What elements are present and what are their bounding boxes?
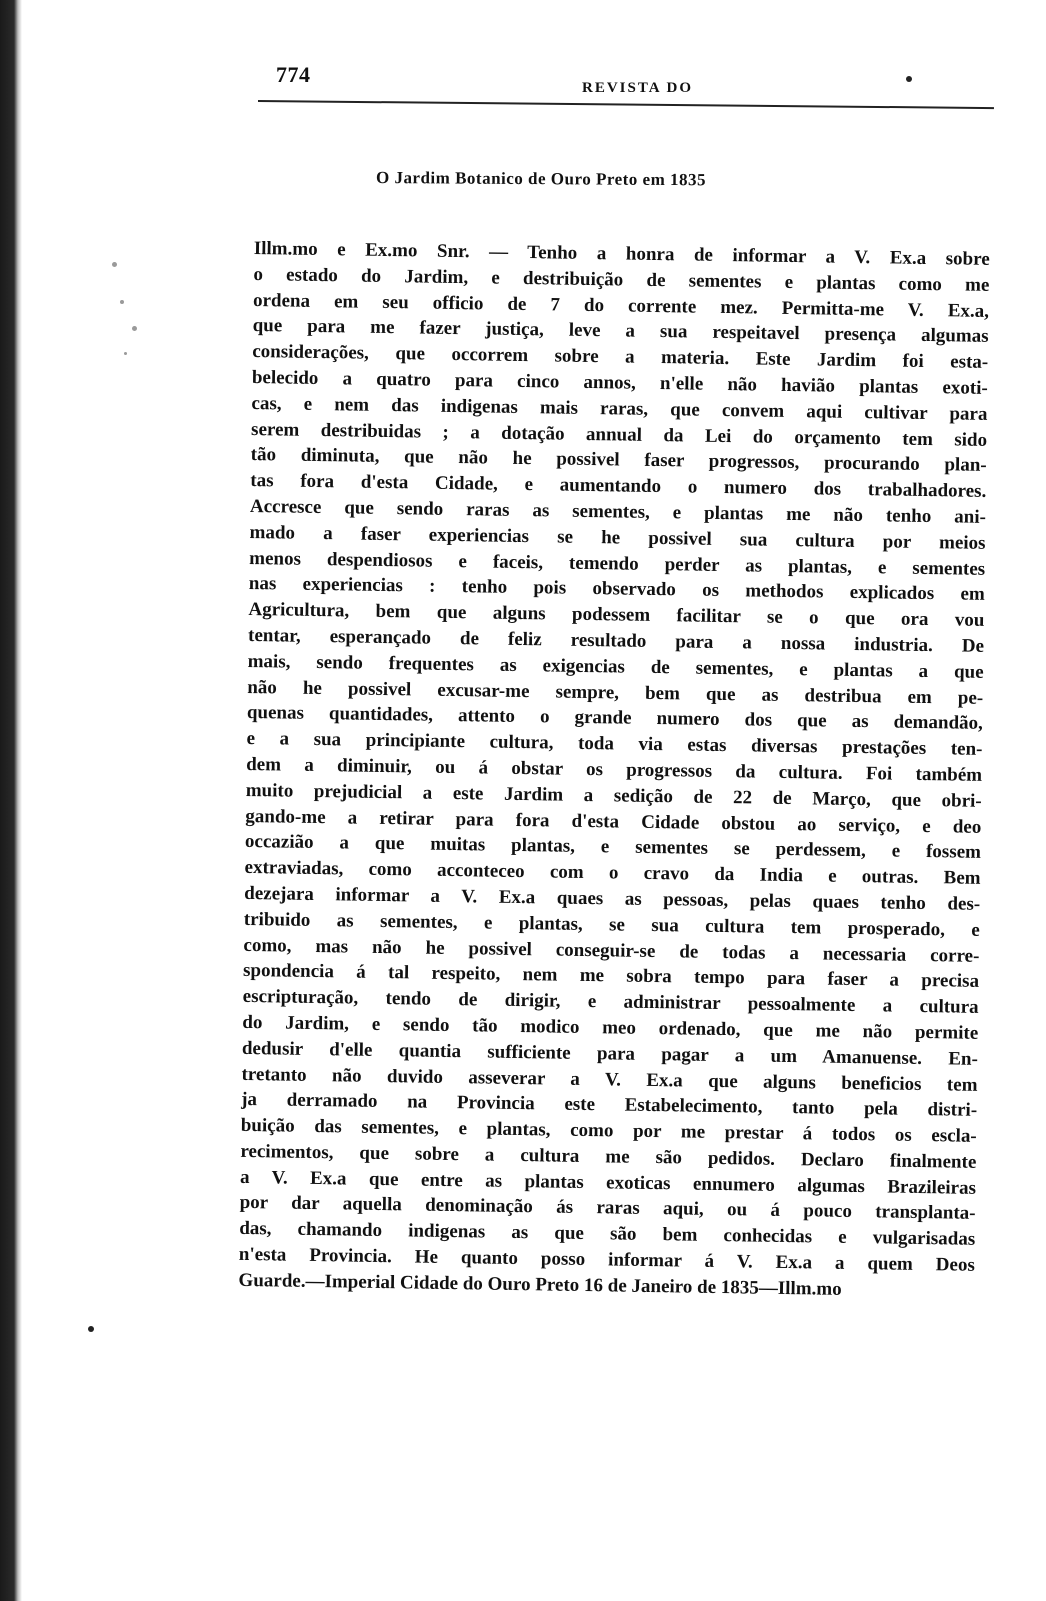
body-line: tentar, esperançado de feliz resultado para a nossa industria. De xyxy=(247,624,985,657)
margin-dot xyxy=(88,1326,94,1332)
body-line: dezejara informar a V. Ex.a quaes as pessoas, pelas quaes tenho des- xyxy=(244,882,981,915)
body-line: ordena em seu officio de 7 do corrente mez. Permitta-me V. Ex.a, xyxy=(252,289,990,322)
body-line: por dar aquella denominação ás raras aqui, ou á pouco transplanta- xyxy=(239,1192,976,1225)
header-rule xyxy=(258,100,994,109)
body-line: spondencia á tal respeito, nem me sobra tempo para faser a precisa xyxy=(242,960,980,993)
body-line: extraviadas, como acconteceo com o cravo da India e outras. Bem xyxy=(244,857,981,889)
body-line: do Jardim, e sendo tão modico meo ordenado, que me não permite xyxy=(242,1011,979,1044)
scan-speck xyxy=(112,262,117,267)
body-line: que para me fazer justiça, leve a sua respeitavel presença algumas xyxy=(252,315,989,348)
body-line: mado a faser experiencias se he possivel sua cultura por meios xyxy=(249,521,986,554)
body-line: gando-me a retirar para fora d'esta Cidade obstou ao serviço, e deo xyxy=(245,805,982,838)
body-line: tretanto não duvido asseverar a V. Ex.a que alguns beneficios tem xyxy=(241,1063,978,1096)
scan-speck xyxy=(132,326,137,331)
scan-speck xyxy=(120,300,124,304)
running-head: REVISTA DO xyxy=(582,80,693,96)
body-line: Agricultura, bem que alguns podessem facilitar se o que ora vou xyxy=(248,599,985,632)
body-line: serem destribuidas ; a dotação annual da Lei do orçamento tem sido xyxy=(250,418,988,451)
body-line: occazião a que muitas plantas, e sementes se perdessem, e fossem xyxy=(244,831,982,864)
body-line: tribuido as sementes, e plantas, se sua cultura tem prosperado, e xyxy=(243,908,980,941)
body-line: a V. Ex.a que entre as plantas exoticas ennumero algumas Brazileiras xyxy=(239,1166,977,1199)
margin-dot xyxy=(906,76,912,82)
body-line: dedusir d'elle quantia sufficiente para pagar a um Amanuense. En- xyxy=(241,1037,979,1070)
body-line: quenas quantidades, attento o grande numero dos que as demandão, xyxy=(246,702,984,735)
body-line: escripturação, tendo de dirigir, e administrar pessoalmente a cultura xyxy=(242,986,979,1018)
scan-speck xyxy=(124,352,127,355)
body-line: não he possivel excusar-me sempre, bem que as destribua em pe- xyxy=(247,676,984,709)
body-line: n'esta Provincia. He quanto posso informar á V. Ex.a a quem Deos xyxy=(238,1243,975,1276)
article-title: O Jardim Botanico de Ouro Preto em 1835 xyxy=(375,168,707,190)
body-line: belecido a quatro para cinco annos, n'elle não havião plantas exoti- xyxy=(251,366,988,399)
scan-left-edge xyxy=(0,0,22,1601)
body-line: buição das sementes, e plantas, como por me prestar á todos os escla- xyxy=(240,1114,977,1147)
body-line: muito prejudicial a este Jardim a sedição de 22 de Março, que obri- xyxy=(245,779,982,812)
body-line: Guarde.—Imperial Cidade do Ouro Preto 16 de Janeiro de 1835—Illm.mo xyxy=(238,1269,842,1300)
body-line: cas, e nem das indigenas mais raras, que convem aqui cultivar para xyxy=(251,392,988,425)
body-line: Accresce que sendo raras as sementes, e plantas me não tenho ani- xyxy=(249,495,987,528)
body-line: tas fora d'esta Cidade, e aumentando o numero dos trabalhadores. xyxy=(250,470,987,503)
body-line: das, chamando indigenas as que são bem conhecidas e vulgarisadas xyxy=(239,1218,976,1251)
body-line: nas experiencias : tenho pois observado os methodos explicados em xyxy=(248,573,985,606)
body-line: como, mas não he possivel conseguir-se de todas a necessaria corre- xyxy=(243,934,980,967)
body-line: e a sua principiante cultura, toda via estas diversas prestações ten- xyxy=(246,728,983,761)
body-line: menos despendiosos e faceis, temendo perder as plantas, e sementes xyxy=(249,547,986,580)
body-line: considerações, que occorrem sobre a materia. Este Jardim foi esta- xyxy=(252,341,989,374)
page-number: 774 xyxy=(276,62,311,87)
body-line: Illm.mo e Ex.mo Snr. — Tenho a honra de informar a V. Ex.a sobre xyxy=(253,237,990,270)
body-line: mais, sendo frequentes as exigencias de sementes, e plantas a que xyxy=(247,650,984,683)
body-line: o estado do Jardim, e destribuição de sementes e plantas como me xyxy=(253,263,990,296)
body-line: dem a diminuir, ou á obstar os progressos da cultura. Foi também xyxy=(246,753,983,786)
body-line: recimentos, que sobre a cultura me são pedidos. Declaro finalmente xyxy=(240,1140,977,1173)
body-line: tão diminuta, que não he possivel faser progressos, procurando plan- xyxy=(250,444,987,477)
body-line: ja derramado na Provincia este Estabelecimento, tanto pela distri- xyxy=(241,1089,978,1122)
article-body xyxy=(238,236,990,1304)
